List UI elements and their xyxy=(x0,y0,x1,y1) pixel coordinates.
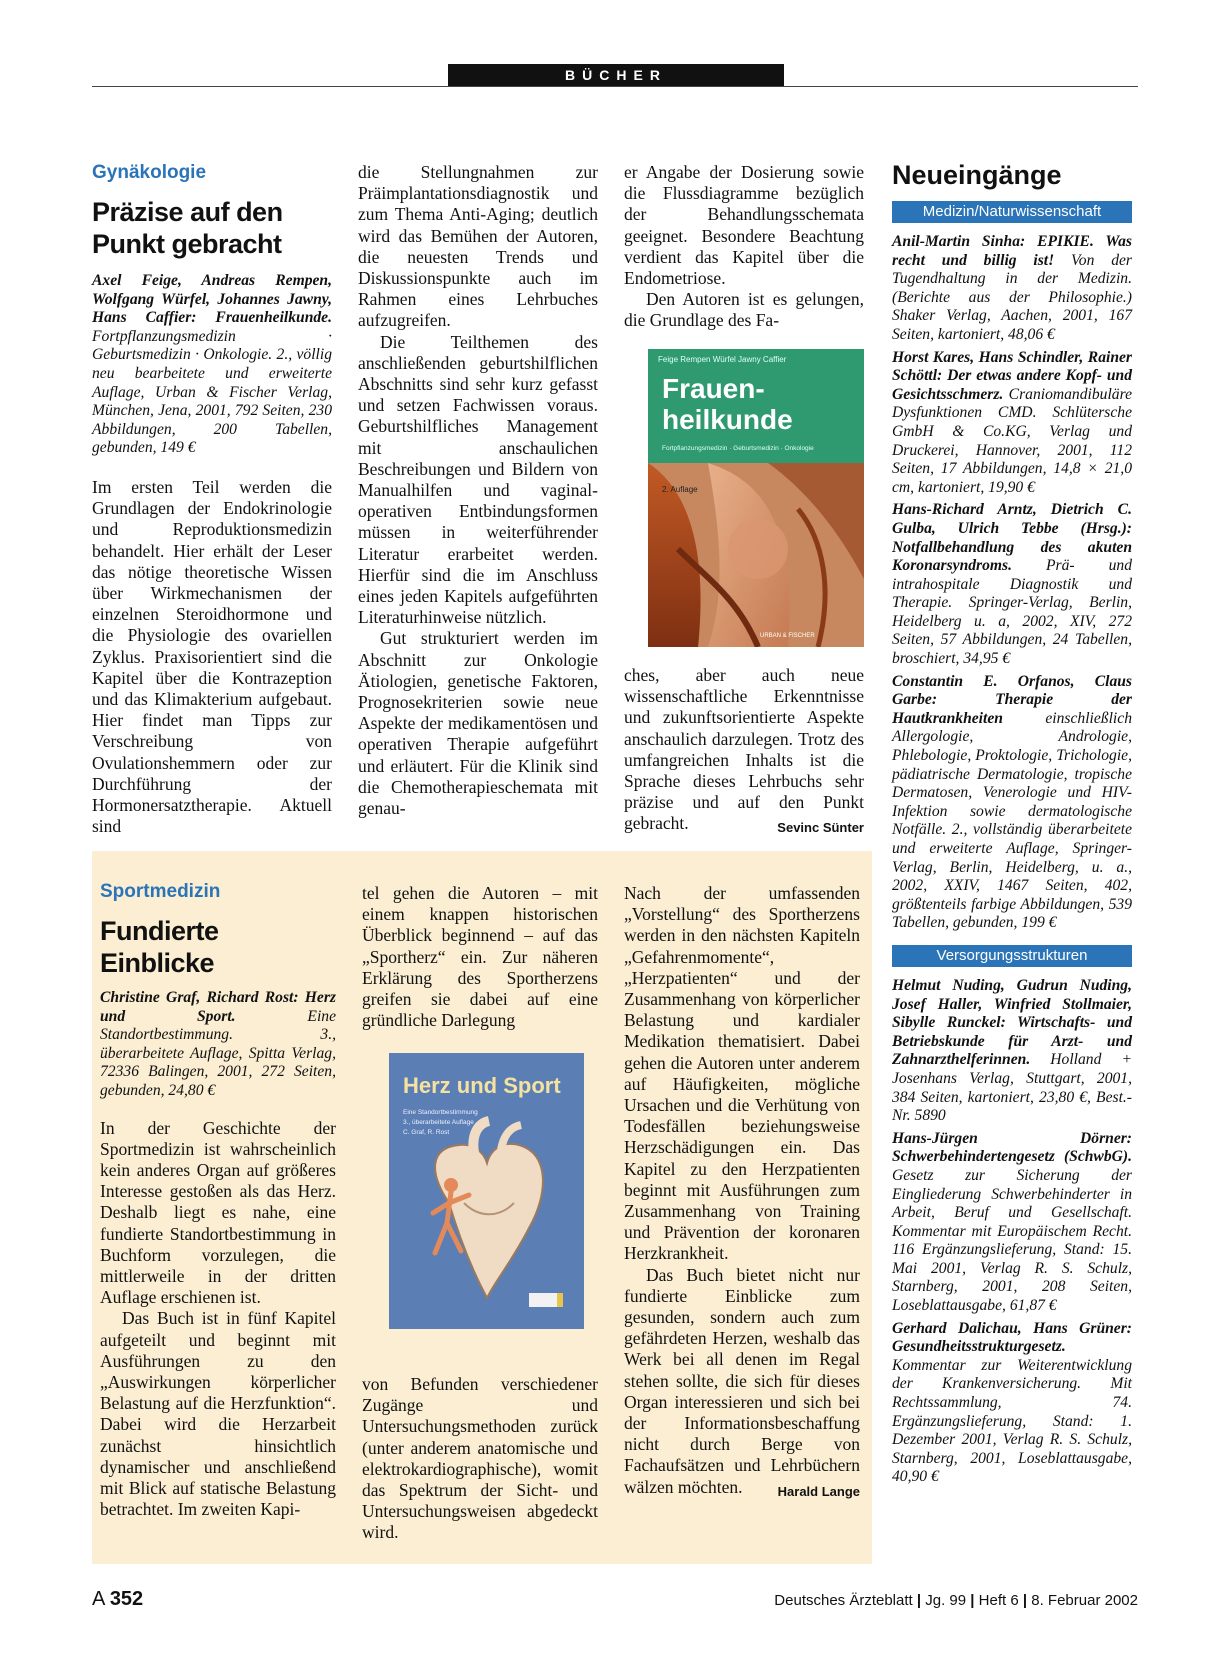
herz-und-sport-cover xyxy=(389,1053,584,1329)
header-rule xyxy=(92,86,1138,87)
cover-authors: Feige Rempen Würfel Jawny Caffier xyxy=(658,355,787,364)
cover-edition: 2. Auflage xyxy=(662,485,698,494)
neueingaenge-title: Neueingänge xyxy=(892,160,1062,190)
page-number: A 352 xyxy=(92,1588,144,1610)
gyn-column-1 xyxy=(92,162,332,837)
list-item: Hans-Jürgen Dörner: Schwerbehindertengesetz (SchwbG). Gesetz zur Sicherung der Eingliederung Schwerbehinderter in Arbeit, Beruf und Gesellschaft. Kommentar mit Europäischem Recht. 116 Ergänzungslieferung, Stand: 15. Mai 2001, Verlag R. S. Schulz, Starnberg, 2001, 208 Seiten, Loseblattausgabe, 61,87 € xyxy=(892,1129,1132,1315)
list-item: Helmut Nuding, Gudrun Nuding, Josef Haller, Winfried Stollmaier, Sibylle Runckel: Wirtschafts- und Betriebskunde für Arzt- und Zahnarzthelferinnen. Holland + Josenhans Verlag, Stuttgart, 2001, 384 Seiten, kartoniert, 23,80 €, Best.-Nr. 5890 xyxy=(892,976,1132,1125)
list-item: Gerhard Dalichau, Hans Grüner: Gesundheitsstrukturgesetz. Kommentar zur Weiterentwicklung der Krankenversicherung. Mit Rechtssammlung, 74. Ergänzungslieferung, Stand: 1. Dezember 2001, Verlag R. S. Schulz, Starnberg, 2001, Loseblattausgabe, 40,90 € xyxy=(892,1319,1132,1486)
cover-subtitle: Fortpflanzungsmedizin · Geburtsmedizin · Onkologie xyxy=(662,445,814,452)
sport-bibliography: Christine Graf, Richard Rost: Herz und Sport. Eine Standortbestimmung. 3., überarbeitete Auflage, Spitta Verlag, 72336 Balingen, 2001, 272 Seiten, gebunden, 24,80 € xyxy=(100,989,336,1099)
neueingaenge-sidebar xyxy=(892,160,1132,1491)
sport-column-3: Nach der umfassenden „Vorstellung“ des Sportherzens werden in den nächsten Kapiteln „Gefahrenmomente“, „Herzpatienten“ und der Zusammenhang von körperlicher Belastung und kardialer Medikation thematisiert. Dabei gehen die Autoren unter anderem auf Häufigkeiten, mögliche Ursachen und die Verhütung von Todesfällen beziehungsweise Herzschädigungen ein. Das Kapitel zu den Herzpatienten beginnt mit Ausführungen zum Zusammenhang von Training und Prävention der koronaren Herzkrankheit. Das Buch bietet nicht nur fundierte Einblicke zum gesunden, sondern auch zum gefährdeten Herzen, weshalb das Werk bei all denen im Regal stehen sollte, die sich für dieses Organ interessieren und sich bei der Informationsbeschaffung nicht durch Berge von Fachaufsätzen und Lehrbüchern wälzen möchten. Harald Lange xyxy=(624,883,860,1502)
herz-cover-title: Herz und Sport xyxy=(403,1073,561,1098)
list-item: Anil-Martin Sinha: EPIKIE. Was recht und billig ist! Von der Tugendhaltung in der Medizin. (Berichte aus der Philosophie.) Shaker Verlag, Aachen, 2001, 167 Seiten, kartoniert, 48,06 € xyxy=(892,233,1132,343)
frauenheilkunde-cover xyxy=(648,349,864,647)
herz-cover-subtitle: Eine Standortbestimmung xyxy=(403,1109,478,1116)
sport-column-2-top: tel gehen die Autoren – mit einem knappen historischen Überblick beginnend – auf das „Sportherz“ ein. Zur näheren Erklärung des Sportherzens greifen sie dabei auf eine gründliche Darlegung xyxy=(362,883,598,1031)
sport-column-1 xyxy=(100,881,336,1520)
sport-headline: Fundierte Einblicke xyxy=(100,916,219,978)
gyn-column-2: die Stellungnahmen zur Präimplantationsdiagnostik und zum Thema Anti-Aging; deutlich wird das Bemühen der Autoren, die neuesten Trends und Diskussionspunkte auch im Rahmen eines Lehrbuches aufzugreifen. Die Teilthemen des anschließenden geburtshilflichen Abschnitts sind sehr kurz gefasst und setzen Fachwissen voraus. Geburtshilfliches Management mit anschaulichen Beschreibungen und Bildern von Manualhilfen und vaginal-operativen Entbindungsformen müssen in weiterführender Literatur erarbeitet werden. Hierfür sind die im Anschluss eines jeden Kapitels aufgeführten Literaturhinweise nützlich. Gut strukturiert werden im Abschnitt zur Onkologie Ätiologien, genetische Faktoren, Prognosekriterien sowie neue Aspekte der medikamentösen und operativen Therapie aufgeführt und erläutert. Für die Klinik sind die Chemotherapieschemata mit genau- xyxy=(358,162,598,819)
list-item: Horst Kares, Hans Schindler, Rainer Schöttl: Der etwas andere Kopf- und Gesichtsschmerz. Craniomandibuläre Dysfunktionen CMD. Schlütersche GmbH & Co.KG, Verlag und Druckerei, Hannover, 2001, 112 Seiten, 17 Abbildungen, 14,8 × 21,0 cm, kartoniert, 19,90 € xyxy=(892,348,1132,496)
cover-title: Frauen- heilkunde xyxy=(662,373,793,435)
journal-info: Deutsches Ärzteblatt | Jg. 99 | Heft 6 | 8. Februar 2002 xyxy=(774,1592,1138,1609)
gyn-headline: Präzise auf den Punkt gebracht xyxy=(92,197,283,259)
list-item: Constantin E. Orfanos, Claus Garbe: Therapie der Hautkrankheiten einschließlich Allergologie, Andrologie, Phlebologie, Proktologie, Trichologie, pädiatrische Dermatologie, tropische Dermatosen, Venerologie und HIV-Infektion sowie dermatologische Notfälle. 2., vollständig überarbeitete und erweiterte Auflage, Springer-Verlag, Berlin, Heidelberg, u. a., 2002, XXIV, 1467 Seiten, 402, größtenteils farbige Abbildungen, 539 Tabellen, gebunden, 199 € xyxy=(892,672,1132,932)
category-medizin-list xyxy=(892,233,1132,933)
category-versorgung: Versorgungsstrukturen xyxy=(892,945,1132,967)
gyn-bibliography: Axel Feige, Andreas Rempen, Wolfgang Würfel, Johannes Jawny, Hans Caffier: Frauenheilkunde. Fortpflanzungsmedizin · Geburtsmedizin · Onkologie. 2., völlig neu bearbeitete und erweiterte Auflage, Urban & Fischer Verlag, München, Jena, 2001, 792 Seiten, 230 Abbildungen, 200 Tabellen, gebunden, 149 € xyxy=(92,272,332,457)
sport-signature: Harald Lange xyxy=(777,1483,860,1499)
category-versorgung-list xyxy=(892,977,1132,1487)
sport-column-2-bottom: von Befunden verschiedener Zugänge und Untersuchungsmethoden zurück (unter anderem anatomische und elektrokardiographische), womit das Spektrum der Sicht- und Untersuchungsweisen abgedeckt wird. xyxy=(362,1374,598,1543)
section-header: BÜCHER xyxy=(448,64,784,86)
category-medizin: Medizin/Naturwissenschaft xyxy=(892,201,1132,223)
sport-body-col1: In der Geschichte der Sportmedizin ist wahrscheinlich kein anderes Organ auf größeres Interesse gestoßen als das Herz. Deshalb liegt es nahe, eine fundierte Standortbestimmung in Buchform vorzulegen, die mittlerweile in der dritten Auflage erschienen ist. Das Buch ist in fünf Kapitel aufgeteilt und beginnt mit Ausführungen zu den „Auswirkungen körperlicher Belastung auf die Herzfunktion“. Dabei wird die Herzarbeit zunächst hinsichtlich dynamischer und anschließend mit Blick auf statische Belastung betrachtet. Im zweiten Kapi- xyxy=(100,1117,336,1520)
cover-publisher: URBAN & FISCHER xyxy=(760,633,815,639)
herz-cover-edition: 3., überarbeitete Auflage xyxy=(403,1119,474,1126)
gyn-column-3-top: er Angabe der Dosierung sowie die Flussdiagramme bezüglich der Behandlungsschemata geeignet. Besondere Beachtung verdient das Kapitel über die Endometriose. Den Autoren ist es gelungen, die Grundlage des Fa- xyxy=(624,162,864,331)
gyn-body-col1: Im ersten Teil werden die Grundlagen der Endokrinologie und Reproduktionsmedizin behandelt. Hier erhält der Leser das nötige theoretische Wissen über Wirkmechanismen der einzelnen Steroidhormone und die Physiologie des ovariellen Zyklus. Praxisorientiert sind die Kapitel über die Kontrazeption und das Klimakterium aufgebaut. Hier findet man Tipps zur Verschreibung von Ovulationshemmern oder zur Durchführung der Hormonersatztherapie. Aktuell sind xyxy=(92,476,332,837)
gyn-column-3-bottom: ches, aber auch neue wissenschaftliche Erkenntnisse und zukunftsorientierte Aspekte anschaulich darzulegen. Trotz des umfangreichen Inhalts ist die Sprache dieses Lehrbuchs sehr präzise und auf den Punkt gebracht. Sevinc Sünter xyxy=(624,665,864,839)
herz-cover-authors: C. Graf, R. Rost xyxy=(403,1129,450,1136)
gyn-section-label: Gynäkologie xyxy=(92,162,207,183)
gyn-signature: Sevinc Sünter xyxy=(777,820,864,836)
sport-section-label: Sportmedizin xyxy=(100,881,221,902)
list-item: Hans-Richard Arntz, Dietrich C. Gulba, Ulrich Tebbe (Hrsg.): Notfallbehandlung des akuten Koronarsyndroms. Prä- und intrahospitale Diagnostik und Therapie. Springer-Verlag, Berlin, Heidelberg u. a, 2002, XIV, 272 Seiten, 57 Abbildungen, 24 Tabellen, broschiert, 34,95 € xyxy=(892,501,1132,668)
